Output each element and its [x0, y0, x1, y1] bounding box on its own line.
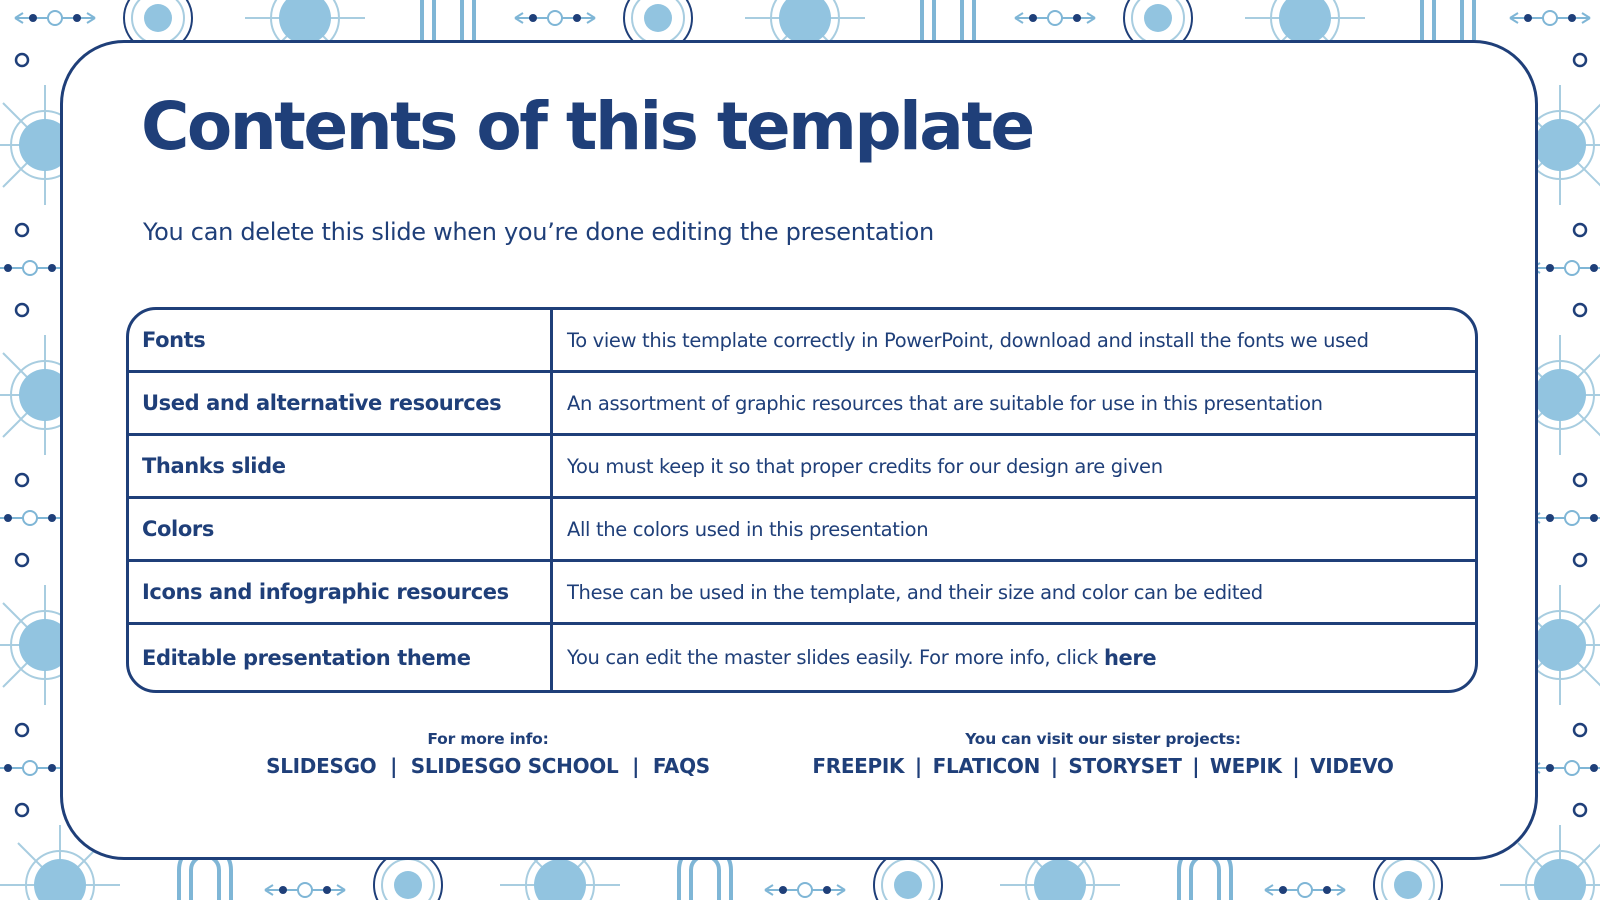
row-value: You must keep it so that proper credits for our design are given [567, 454, 1163, 478]
slidesgo-school-link[interactable]: SLIDESGO SCHOOL [410, 754, 619, 778]
sister-projects-block [803, 729, 1403, 779]
row-key: Editable presentation theme [129, 625, 553, 690]
row-value [553, 625, 1475, 690]
table-row [129, 499, 1475, 562]
more-info-links [223, 753, 753, 779]
link-separator: | [632, 754, 640, 778]
table-row [129, 373, 1475, 436]
row-value: These can be used in the template, and their size and color can be edited [567, 580, 1263, 604]
contents-table [126, 307, 1478, 693]
flaticon-link[interactable]: FLATICON [932, 754, 1041, 778]
link-separator: | [390, 754, 398, 778]
more-info-block [223, 729, 753, 779]
freepik-link[interactable]: FREEPIK [812, 754, 905, 778]
row-value-text: You can edit the master slides easily. For more info, click [567, 646, 1098, 669]
link-separator: | [1292, 754, 1300, 778]
table-row [129, 625, 1475, 690]
page-title: Contents of this template [141, 88, 1033, 165]
page-subtitle: You can delete this slide when you’re done editing the presentation [143, 218, 934, 246]
row-key: Icons and infographic resources [129, 562, 553, 622]
sister-projects-links [803, 753, 1403, 779]
row-key: Fonts [129, 310, 553, 370]
row-value: All the colors used in this presentation [567, 517, 929, 541]
row-value: To view this template correctly in PowerPoint, download and install the fonts we used [567, 328, 1369, 352]
faqs-link[interactable]: FAQS [652, 754, 710, 778]
wepik-link[interactable]: WEPIK [1209, 754, 1282, 778]
content-card [60, 40, 1538, 860]
here-link[interactable]: here [1103, 645, 1157, 670]
slidesgo-link[interactable]: SLIDESGO [266, 754, 377, 778]
row-value: An assortment of graphic resources that are suitable for use in this presentation [567, 391, 1323, 415]
link-separator: | [914, 754, 922, 778]
link-separator: | [1050, 754, 1058, 778]
table-row [129, 562, 1475, 625]
row-key: Thanks slide [129, 436, 553, 496]
more-info-label: For more info: [427, 730, 549, 748]
link-separator: | [1192, 754, 1200, 778]
table-row [129, 436, 1475, 499]
row-key: Colors [129, 499, 553, 559]
sister-projects-label: You can visit our sister projects: [965, 730, 1241, 748]
table-row [129, 310, 1475, 373]
videvo-link[interactable]: VIDEVO [1310, 754, 1394, 778]
storyset-link[interactable]: STORYSET [1068, 754, 1182, 778]
row-key: Used and alternative resources [129, 373, 553, 433]
